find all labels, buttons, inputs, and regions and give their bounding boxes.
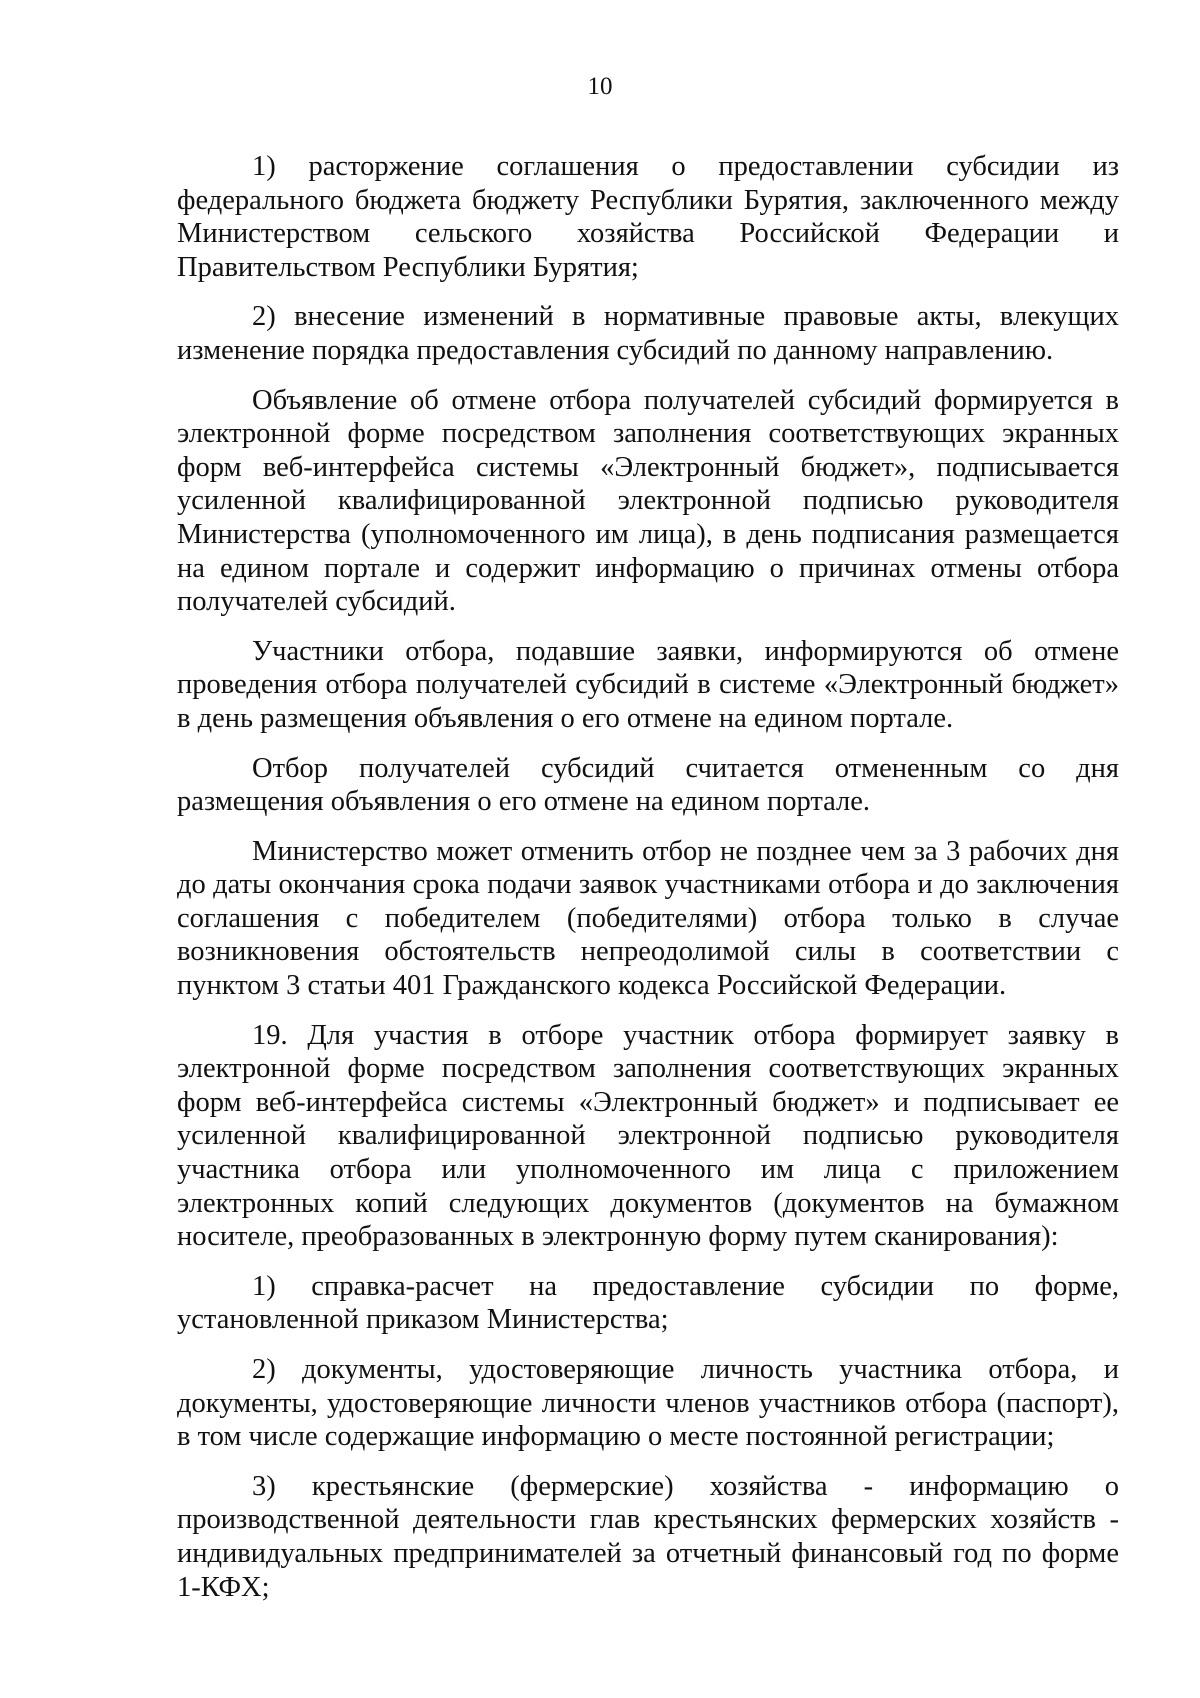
paragraph-doc-1-calculation: 1) справка-расчет на предоставление субсидии по форме, установленной приказом Министерства; bbox=[177, 1270, 1119, 1336]
paragraph-cancellation-announcement: Объявление об отмене отбора получателей субсидий формируется в электронной форме посредством заполнения соответствующих экранных форм веб-интерфейса системы «Электронный бюджет», подписывается усиленной квалифицированной электронной подписью руководителя Министерства (уполномоченного им лица), в день подписания размещается на едином портале и содержит информацию о причинах отмены отбора получателей субсидий. bbox=[177, 384, 1119, 618]
paragraph-item-19-application: 19. Для участия в отборе участник отбора формирует заявку в электронной форме посредством заполнения соответствующих экранных форм веб-интерфейса системы «Электронный бюджет» и подписывает ее усиленной квалифицированной электронной подписью руководителя участника отбора или уполномоченного им лица с приложением электронных копий следующих документов (документов на бумажном носителе, преобразованных в электронную форму путем сканирования): bbox=[177, 1019, 1119, 1253]
page-number: 10 bbox=[587, 73, 613, 100]
paragraph-doc-3-farm-info: 3) крестьянские (фермерские) хозяйства - информацию о производственной деятельности глав крестьянских фермерских хозяйств - индивидуальных предпринимателей за отчетный финансовый год по форме 1-КФХ; bbox=[177, 1470, 1119, 1603]
paragraph-doc-2-identity: 2) документы, удостоверяющие личность участника отбора, и документы, удостоверяющие личности членов участников отбора (паспорт), в том числе содержащие информацию о месте постоянной регистрации; bbox=[177, 1354, 1119, 1453]
paragraph-participants-notification: Участники отбора, подавшие заявки, информируются об отмене проведения отбора получателей субсидий в системе «Электронный бюджет» в день размещения объявления о его отмене на едином портале. bbox=[177, 635, 1119, 734]
paragraph-ministry-cancellation-right: Министерство может отменить отбор не позднее чем за 3 рабочих дня до даты окончания срока подачи заявок участниками отбора и до заключения соглашения с победителем (победителями) отбора только в случае возникновения обстоятельств непреодолимой силы в соответствии с пунктом 3 статьи 401 Гражданского кодекса Российской Федерации. bbox=[177, 835, 1119, 1002]
document-body bbox=[177, 150, 1119, 1620]
paragraph-clause-2-regulatory-changes: 2) внесение изменений в нормативные правовые акты, влекущих изменение порядка предоставления субсидий по данному направлению. bbox=[177, 301, 1119, 366]
paragraph-selection-cancelled: Отбор получателей субсидий считается отмененным со дня размещения объявления о его отмене на едином портале. bbox=[177, 752, 1119, 818]
paragraph-clause-1-agreement-termination: 1) расторжение соглашения о предоставлении субсидии из федерального бюджета бюджету Республики Бурятия, заключенного между Министерством сельского хозяйства Российской Федерации и Правительством Республики Бурятия; bbox=[177, 151, 1119, 283]
